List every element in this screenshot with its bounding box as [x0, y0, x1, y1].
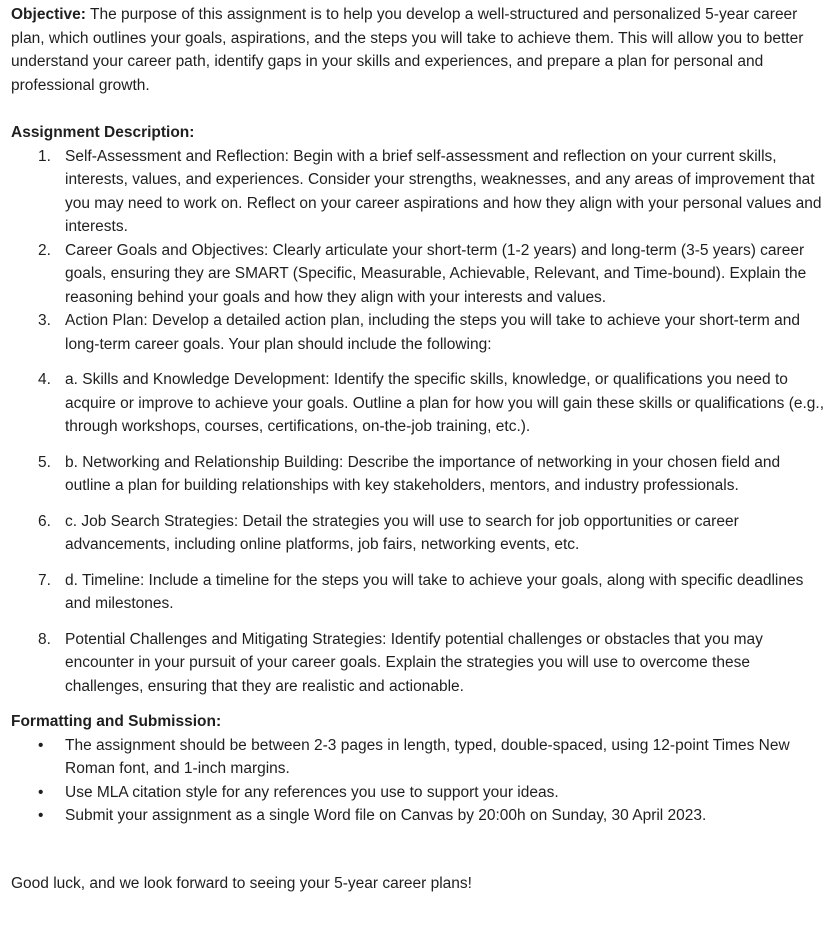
assignment-description-heading: Assignment Description:	[11, 124, 195, 141]
list-number: 5.	[38, 453, 51, 471]
list-number: 7.	[38, 571, 51, 589]
closing-line: Good luck, and we look forward to seeing your 5-year career plans!	[11, 874, 472, 892]
bullet-text: The assignment should be between 2-3 pages in length, typed, double-spaced, using 12-point Times New Roman font, and 1-inch margins.	[65, 736, 790, 777]
list-number: 8.	[38, 630, 51, 648]
list-item	[11, 145, 825, 239]
list-number: 2.	[38, 241, 51, 259]
objective-label: Objective:	[11, 6, 86, 23]
list-item	[11, 239, 825, 310]
list-item-text: Self-Assessment and Reflection: Begin with a brief self-assessment and reflection on your current skills, interests, values, and experiences. Consider your strengths, weaknesses, and any areas of improvement that you may need to work on. Reflect on your career aspirations and how they align with your personal values and interests.	[65, 147, 822, 235]
list-item	[11, 368, 825, 439]
bullet-item	[11, 804, 825, 828]
list-item	[11, 569, 825, 616]
assignment-steps-list	[11, 145, 825, 699]
list-item-text: a. Skills and Knowledge Development: Identify the specific skills, knowledge, or qualifications you need to acquire or improve to achieve your goals. Outline a plan for how you will gain these skills or qualifications (e.g., through workshops, courses, certifications, on-the-job training, etc.).	[65, 371, 825, 435]
list-item-text: b. Networking and Relationship Building: Describe the importance of networking in your chosen field and outline a plan for building relationships with key stakeholders, mentors, and industry professionals.	[65, 453, 781, 494]
bullet-text: Submit your assignment as a single Word file on Canvas by 20:00h on Sunday, 30 April 2023.	[65, 807, 707, 824]
formatting-bullet-list	[11, 734, 825, 828]
bullet-item	[11, 781, 825, 805]
list-item-text: c. Job Search Strategies: Detail the strategies you will use to search for job opportunities or career advancements, including online platforms, job fairs, networking events, etc.	[65, 512, 739, 553]
bullet-text: Use MLA citation style for any references you use to support your ideas.	[65, 783, 559, 801]
list-number: 1.	[38, 147, 51, 165]
list-item-text: Action Plan: Develop a detailed action plan, including the steps you will take to achieve your short-term and long-term career goals. Your plan should include the following:	[65, 312, 800, 353]
list-item-text: d. Timeline: Include a timeline for the steps you will take to achieve your goals, along with specific deadlines and milestones.	[65, 571, 804, 612]
bullet-icon: •	[38, 807, 44, 824]
bullet-item	[11, 734, 825, 781]
list-item-text: Career Goals and Objectives: Clearly articulate your short-term (1-2 years) and long-term (3-5 years) career goals, ensuring they are SMART (Specific, Measurable, Achievable, Relevant, and Time-bound). Explain the reasoning behind your goals and how they align with your interests and values.	[65, 241, 807, 306]
bullet-icon: •	[38, 736, 44, 754]
list-item	[11, 451, 825, 498]
list-item-text: Potential Challenges and Mitigating Strategies: Identify potential challenges or obstacles that you may encounter in your pursuit of your career goals. Explain the strategies you will use to overcome these challenges, ensuring that they are realistic and actionable.	[65, 630, 763, 695]
objective-paragraph	[11, 3, 825, 97]
list-number: 6.	[38, 512, 51, 530]
list-item	[11, 628, 825, 699]
list-number: 3.	[38, 312, 51, 329]
list-item	[11, 510, 825, 557]
bullet-icon: •	[38, 783, 44, 801]
objective-text: The purpose of this assignment is to help you develop a well-structured and personalized 5-year career plan, which outlines your goals, aspirations, and the steps you will take to achieve them. This will allow you to better understand your career path, identify gaps in your skills and experiences, and prepare a plan for personal and professional growth.	[11, 6, 804, 94]
formatting-heading: Formatting and Submission:	[11, 713, 222, 730]
list-item	[11, 309, 825, 356]
list-number: 4.	[38, 371, 51, 388]
